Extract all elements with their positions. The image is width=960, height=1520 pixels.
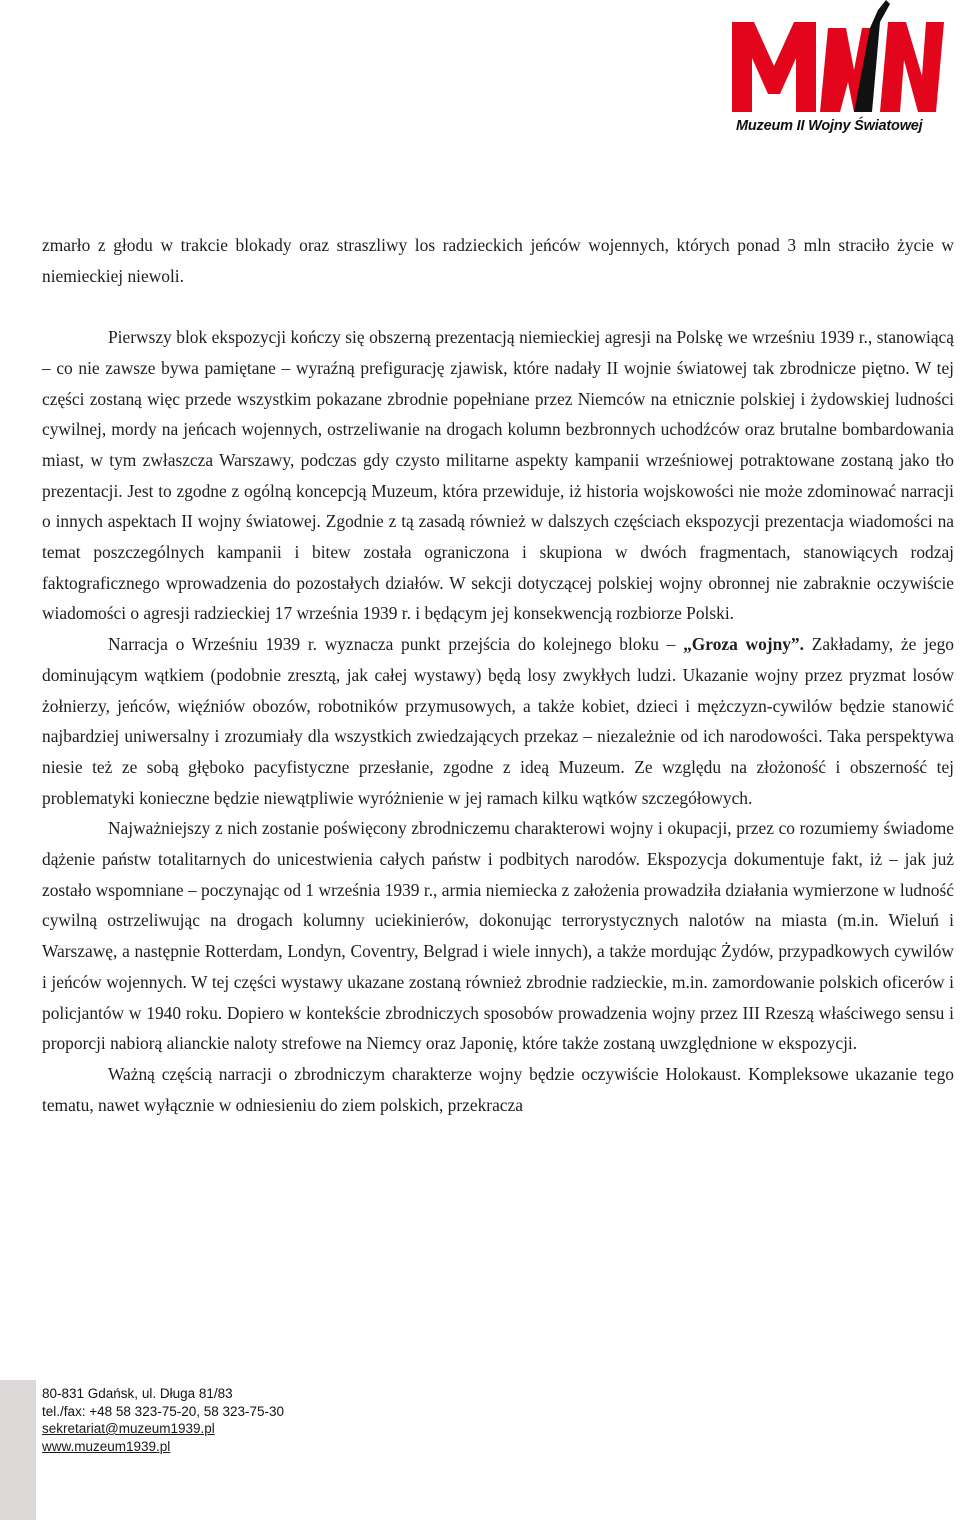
footer-address: 80-831 Gdańsk, ul. Długa 81/83 <box>42 1386 233 1401</box>
paragraph-5: Ważną częścią narracji o zbrodniczym charakterze wojny będzie oczywiście Holokaust. Kompleksowe ukazanie tego tematu, nawet wyłącznie w odniesieniu do ziem polskich, przekracza <box>42 1063 954 1115</box>
museum-logo <box>720 0 955 150</box>
logo-letter-m-left <box>732 22 816 112</box>
footer-contact <box>42 1385 284 1455</box>
paragraph-4: Najważniejszy z nich zostanie poświęcony zbrodniczemu charakterowi wojny i okupacji, przez co rozumiemy świadome dążenie państw totalitarnych do unicestwienia całych państw i podbitych narodów. Ekspozycja dokumentuje fakt, iż – jak już zostało wspomniane – poczynając od 1 września 1939 r., armia niemiecka z założenia prowadziła działania wymierzone w ludność cywilną ostrzeliwując na drogach kolumny uciekinierów, dokonując terrorystycznych nalotów na miasta (m.in. Wieluń i Warszawę, a następnie Rotterdam, Londyn, Coventry, Belgrad i wiele innych), a także mordując Żydów, przypadkowych cywilów i jeńców wojennych. W tej części wystawy ukazane zostaną również zbrodnie radzieckie, m.in. zamordowanie polskich oficerów i policjantów w 1940 roku. Dopiero w kontekście zbrodniczych sposobów prowadzenia wojny przez III Rzeszą właściwego sensu i proporcji nabiorą alianckie naloty strefowe na Niemcy oraz Japonię, które także zostaną uwzględnione w ekspozycji. <box>42 818 954 1054</box>
paragraph-3-rest: Zakładamy, że jego dominującym wątkiem (podobnie zresztą, jak całej wystawy) będą losy zwykłych ludzi. Ukazanie wojny przez pryzmat losów żołnierzy, jeńców, więźniów obozów, robotników przymusowych, a także kobiet, dzieci i mężczyzn-cywilów będzie stanowić najbardziej uniwersalny i zrozumiały dla wszystkich zwiedzających przekaz – niezależnie od ich narodowości. Taka perspektywa niesie też ze sobą głęboko pacyfistyczne przesłanie, zgodne z ideą Muzeum. Ze względu na złożoność i obszerność tej problematyki konieczne będzie niewątpliwie wyróżnienie w jej ramach kilku wątków szczegółowych. <box>42 634 954 808</box>
footer-email-link[interactable]: sekretariat@muzeum1939.pl <box>42 1421 215 1436</box>
paragraph-3 <box>42 629 954 813</box>
document-body <box>42 230 954 1120</box>
paragraph-2: Pierwszy blok ekspozycji kończy się obszerną prezentacją niemieckiej agresji na Polskę we wrześniu 1939 r., stanowiącą – co nie zawsze bywa pamiętane – wyraźną prefigurację zjawisk, które nadały II wojnie światowej tak zbrodnicze piętno. W tej części zostaną więc przede wszystkim pokazane zbrodnie popełniane przez Niemców na etnicznie polskiej i żydowskiej ludności cywilnej, mordy na jeńcach wojennych, ostrzeliwanie na drogach kolumn bezbronnych uchodźców oraz brutalne bombardowania miast, w tym zwłaszcza Warszawy, podczas gdy czysto militarne aspekty kampanii wrześniowej potraktowane zostaną jako tło prezentacji. Jest to zgodne z ogólną koncepcją Muzeum, która przewiduje, iż historia wojskowości nie może zdominować narracji o innych aspektach II wojny światowej. Zgodnie z tą zasadą również w dalszych częściach ekspozycji prezentacja wiadomości na temat poszczególnych kampanii i bitew została ograniczona i skupiona w dwóch fragmentach, stanowiących rodzaj faktograficznego wprowadzenia do pozostałych działów. W sekcji dotyczącej polskiej wojny obronnej nie zabraknie oczywiście wiadomości o agresji radzieckiej 17 września 1939 r. i będącym jej konsekwencją rozbiorze Polski. <box>42 327 954 624</box>
section-title-groza-wojny: „Groza wojny”. <box>683 634 804 655</box>
paragraph-1: zmarło z głodu w trakcie blokady oraz straszliwy los radzieckich jeńców wojennych, których ponad 3 mln straciło życie w niemieckiej niewoli. <box>42 235 954 286</box>
logo-caption: Muzeum II Wojny Światowej <box>736 118 923 134</box>
footer-phone: tel./fax: +48 58 323-75-20, 58 323-75-30 <box>42 1403 285 1419</box>
footer-side-bar <box>0 1380 36 1520</box>
page-footer <box>0 1380 960 1520</box>
logo-letter-n <box>880 22 944 112</box>
paragraph-3-intro: Narracja o Wrześniu 1939 r. wyznacza punkt przejścia do kolejnego bloku – <box>108 634 684 655</box>
footer-website-link[interactable]: www.muzeum1939.pl <box>42 1438 171 1454</box>
